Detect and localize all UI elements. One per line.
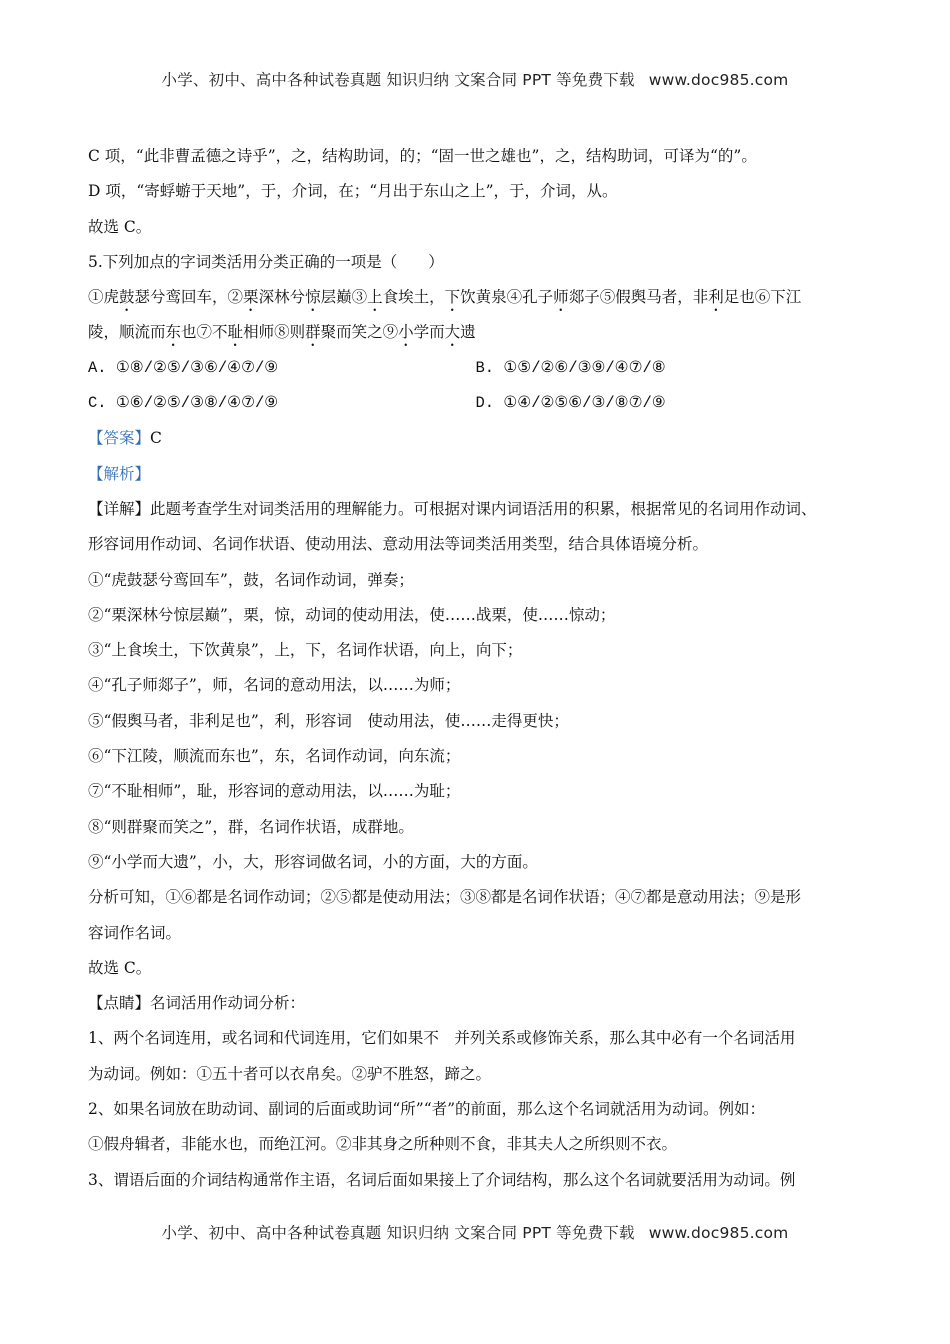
document-body bbox=[88, 139, 863, 1198]
text-line: 【详解】此题考查学生对词类活用的理解能力。可根据对课内词语活用的积累，根据常见的名词用作动词、 bbox=[88, 499, 817, 518]
text-line: ⑨“小学而大遗”，小，大，形容词做名词，小的方面，大的方面。 bbox=[88, 852, 538, 871]
emphasized-char: 栗 bbox=[243, 288, 259, 307]
text-line: ⑥“下江陵，顺流而东也”，东，名词作动词，向东流； bbox=[88, 747, 461, 766]
options-row-1 bbox=[88, 351, 863, 386]
text-line: C 项，“此非曹孟德之诗乎”，之，结构助词，的；“固一世之雄也”，之，结构助词，可译为“的”。 bbox=[88, 147, 757, 165]
text-segment: ①虎 bbox=[88, 288, 120, 307]
text-line: ①假舟辑者，非能水也，而绝江河。②非其身之所种则不食，非其夫人之所织则不衣。 bbox=[88, 1135, 678, 1154]
emphasized-char: 小 bbox=[398, 323, 414, 342]
option-d: D. ①④/②⑤⑥/③/⑧⑦/⑨ bbox=[475, 394, 666, 413]
option-b: B. ①⑤/②⑥/③⑨/④⑦/⑧ bbox=[475, 358, 666, 377]
options-row-2 bbox=[88, 386, 863, 421]
emphasized-char: 惊 bbox=[305, 288, 321, 307]
text-segment: 瑟兮鸾回车，② bbox=[134, 288, 244, 307]
footer-url[interactable]: www.doc985.com bbox=[648, 1224, 789, 1242]
emphasized-char: 群 bbox=[305, 323, 321, 342]
emphasized-char: 上 bbox=[367, 288, 383, 307]
answer-value: C bbox=[150, 429, 162, 448]
analysis-tag: 【解析】 bbox=[88, 464, 151, 483]
text-line: 3、谓语后面的介词结构通常作主语，名词后面如果接上了介词结构，那么这个名词就要活用为动词。例 bbox=[88, 1170, 796, 1189]
emphasized-char: 鼓 bbox=[119, 288, 135, 307]
text-line: 故选 C。 bbox=[88, 217, 152, 236]
page-header bbox=[0, 68, 950, 90]
text-segment: 层巅③ bbox=[320, 288, 368, 307]
text-line: 容词作名词。 bbox=[88, 923, 182, 942]
emphasized-char: 下 bbox=[444, 288, 461, 307]
emphasized-char: 耻 bbox=[227, 323, 244, 342]
text-line: ④“孔子师郯子”，师，名词的意动用法，以……为师； bbox=[88, 676, 461, 695]
emphasized-char: 大 bbox=[444, 323, 461, 342]
text-line: 为动词。例如：①五十者可以衣帛矣。②驴不胜怒，蹄之。 bbox=[88, 1064, 492, 1083]
text-segment: 陵，顺流而 bbox=[88, 323, 166, 342]
option-c: C. ①⑥/②⑤/③⑧/④⑦/⑨ bbox=[88, 394, 279, 413]
footer-text: 小学、初中、高中各种试卷真题 知识归纳 文案合同 PPT 等免费下载 bbox=[161, 1224, 635, 1242]
text-line: ⑤“假舆马者，非利足也”，利，形容词 使动用法，使……走得更快； bbox=[88, 711, 569, 730]
text-segment: 深林兮 bbox=[258, 288, 306, 307]
text-segment: 聚而笑之⑨ bbox=[320, 323, 399, 342]
text-line: 形容词用作动词、名词作状语、使动用法、意动用法等词类活用类型，结合具体语境分析。 bbox=[88, 535, 709, 554]
text-line: ⑧“则群聚而笑之”，群，名词作状语，成群地。 bbox=[88, 817, 414, 836]
text-line: 2、如果名词放在助动词、副词的后面或助词“所”“者”的前面，那么这个名词就活用为动词。例如： bbox=[88, 1100, 766, 1119]
emphasized-char: 东 bbox=[165, 323, 182, 342]
page-footer bbox=[0, 1221, 950, 1243]
text-line: ⑦“不耻相师”，耻，形容词的意动用法，以……为耻； bbox=[88, 782, 461, 801]
emphasized-char: 师 bbox=[553, 288, 569, 307]
text-segment: 学而 bbox=[413, 323, 445, 342]
answer-tag: 【答案】 bbox=[88, 429, 151, 448]
answer-line bbox=[88, 421, 863, 456]
text-segment: 也⑦不 bbox=[181, 323, 228, 342]
text-line: 【点睛】名词活用作动词分析： bbox=[88, 994, 306, 1013]
header-text: 小学、初中、高中各种试卷真题 知识归纳 文案合同 PPT 等免费下载 bbox=[161, 71, 635, 89]
text-segment: 饮黄泉④孔子 bbox=[460, 288, 554, 307]
text-segment: 足也⑥下江 bbox=[723, 288, 802, 307]
text-line: 故选 C。 bbox=[88, 958, 152, 977]
text-segment: 食埃土， bbox=[382, 288, 445, 307]
text-line: ③“上食埃土，下饮黄泉”，上，下，名词作状语，向上，向下； bbox=[88, 641, 523, 660]
text-line: 分析可知，①⑥都是名词作动词；②⑤都是使动用法；③⑧都是名词作状语；④⑦都是意动用法；⑨是形 bbox=[88, 888, 802, 907]
option-a: A. ①⑧/②⑤/③⑥/④⑦/⑨ bbox=[88, 358, 279, 377]
text-segment: 相师⑧则 bbox=[243, 323, 306, 342]
text-line: 1、两个名词连用，或名词和代词连用，它们如果不 并列关系或修饰关系，那么其中必有一个名词活用 bbox=[88, 1029, 796, 1048]
text-segment: 遗 bbox=[460, 323, 476, 342]
text-line: ②“栗深林兮惊层巅”，栗，惊，动词的使动用法，使……战栗，使……惊动； bbox=[88, 605, 616, 624]
header-url[interactable]: www.doc985.com bbox=[648, 71, 789, 89]
emphasized-char: 利 bbox=[708, 288, 724, 307]
text-line: ①“虎鼓瑟兮鸾回车”，鼓，名词作动词，弹奏； bbox=[88, 570, 414, 589]
text-line: 5.下列加点的字词类活用分类正确的一项是（ ） bbox=[88, 252, 444, 271]
question-text-line-1 bbox=[88, 280, 863, 315]
question-text-line-2 bbox=[88, 315, 863, 350]
text-line: D 项，“寄蜉蝣于天地”，于，介词，在；“月出于东山之上”，于，介词，从。 bbox=[88, 182, 618, 201]
text-segment: 郯子⑤假舆马者，非 bbox=[568, 288, 709, 307]
